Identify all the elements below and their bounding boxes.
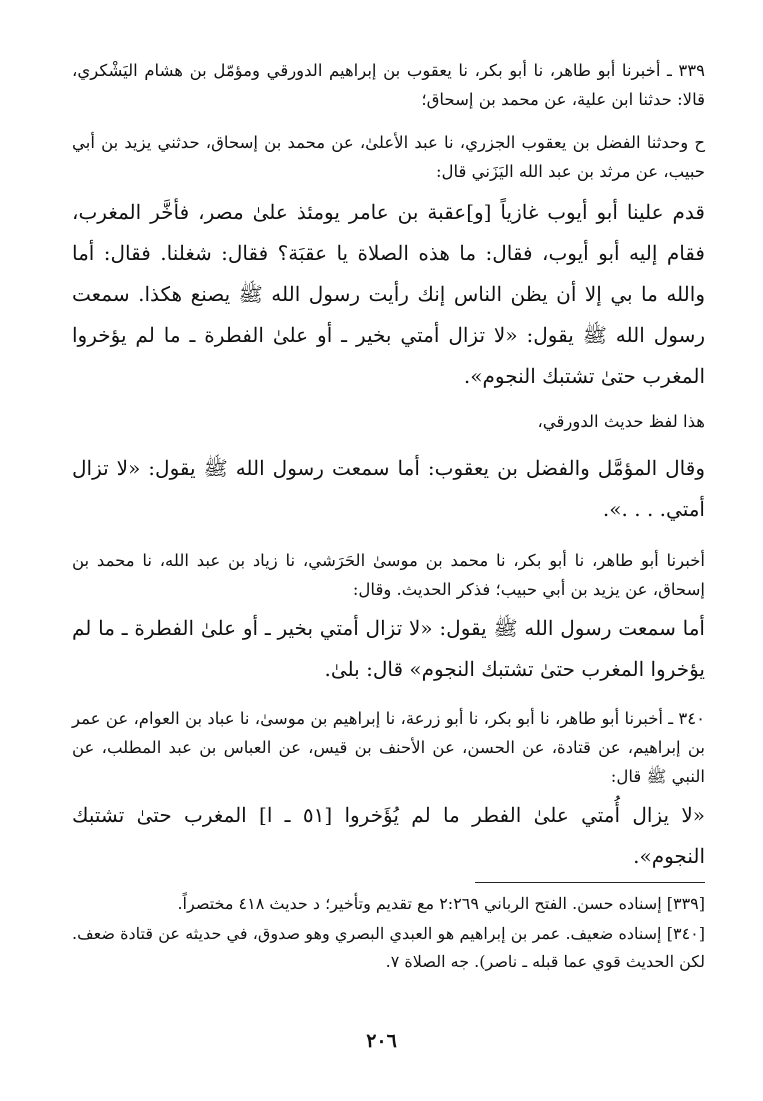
second-chain: أخبرنا أبو طاهر، نا أبو بكر، نا محمد بن موسىٰ الحَرَشي، نا زياد بن عبد الله، نا محمد بن إسحاق، عن يزيد بن أبي حبيب؛ فذكر الحديث. وقال: (72, 551, 705, 599)
hadith-339-text: قدم علينا أبو أيوب غازياً [و]عقبة بن عامر يومئذ علىٰ مصر، فأخَّر المغرب، فقام إليه أبو أيوب، فقال: ما هذه الصلاة يا عقبَة؟ فقال: شغلنا. فقال: أما والله ما بي إلا أن يظن الناس إنك رأيت رسول الله ﷺ يصنع هكذا. سمعت رسول الله ﷺ يقول: «لا تزال أمتي بخير ـ أو علىٰ الفطرة ـ ما لم يؤخروا المغرب حتىٰ تشتبك النجوم». (72, 200, 705, 388)
variant-wording: وقال المؤمَّل والفضل بن يعقوب: أما سمعت رسول الله ﷺ يقول: «لا تزال أمتي. . . .». (72, 456, 705, 521)
footnotes (72, 890, 705, 978)
footnote-339: [٣٣٩] إسناده حسن. الفتح الرباني ٢:٢٦٩ مع تقديم وتأخير؛ د حديث ٤١٨ مختصراً. (177, 894, 705, 913)
hadith-339-alt-chain: ح وحدثنا الفضل بن يعقوب الجزري، نا عبد الأعلىٰ، عن محمد بن إسحاق، حدثني يزيد بن أبي حبيب، عن مرثد بن عبد الله اليَزَني قال: (72, 133, 705, 181)
footnote-340: [٣٤٠] إسناده ضعيف. عمر بن إبراهيم هو العبدي البصري وهو صدوق، في حديثه عن قتادة ضعف. لكن الحديث قوي عما قبله ـ ناصر). جه الصلاة ٧. (72, 924, 705, 971)
hadith-340-text: «لا يزال أُمتي علىٰ الفطر ما لم يُؤَخروا [٥١ ـ ا] المغرب حتىٰ تشتبك النجوم». (72, 803, 706, 868)
footnote-divider (475, 882, 705, 883)
hadith-339-chain: ٣٣٩ ـ أخبرنا أبو طاهر، نا أبو بكر، نا يعقوب بن إبراهيم الدورقي ومؤمّل بن هشام اليَشْكري، قالا: حدثنا ابن علية، عن محمد بن إسحاق؛ (72, 61, 705, 109)
hadith-340-chain: ٣٤٠ ـ أخبرنا أبو طاهر، نا أبو بكر، نا أبو زرعة، نا إبراهيم بن موسىٰ، نا عباد بن العوام، عن عمر بن إبراهيم، عن قتادة، عن الحسن، عن الأحنف بن قيس، عن العباس بن عبد المطلب، عن النبي ﷺ قال: (72, 709, 705, 786)
second-chain-text: أما سمعت رسول الله ﷺ يقول: «لا تزال أمتي بخير ـ أو علىٰ الفطرة ـ ما لم يؤخروا المغرب حتىٰ تشتبك النجوم» قال: بلىٰ. (72, 616, 705, 681)
page-number: ٢٠٦ (366, 1030, 397, 1052)
wording-note: هذا لفظ حديث الدورقي، (537, 412, 705, 431)
